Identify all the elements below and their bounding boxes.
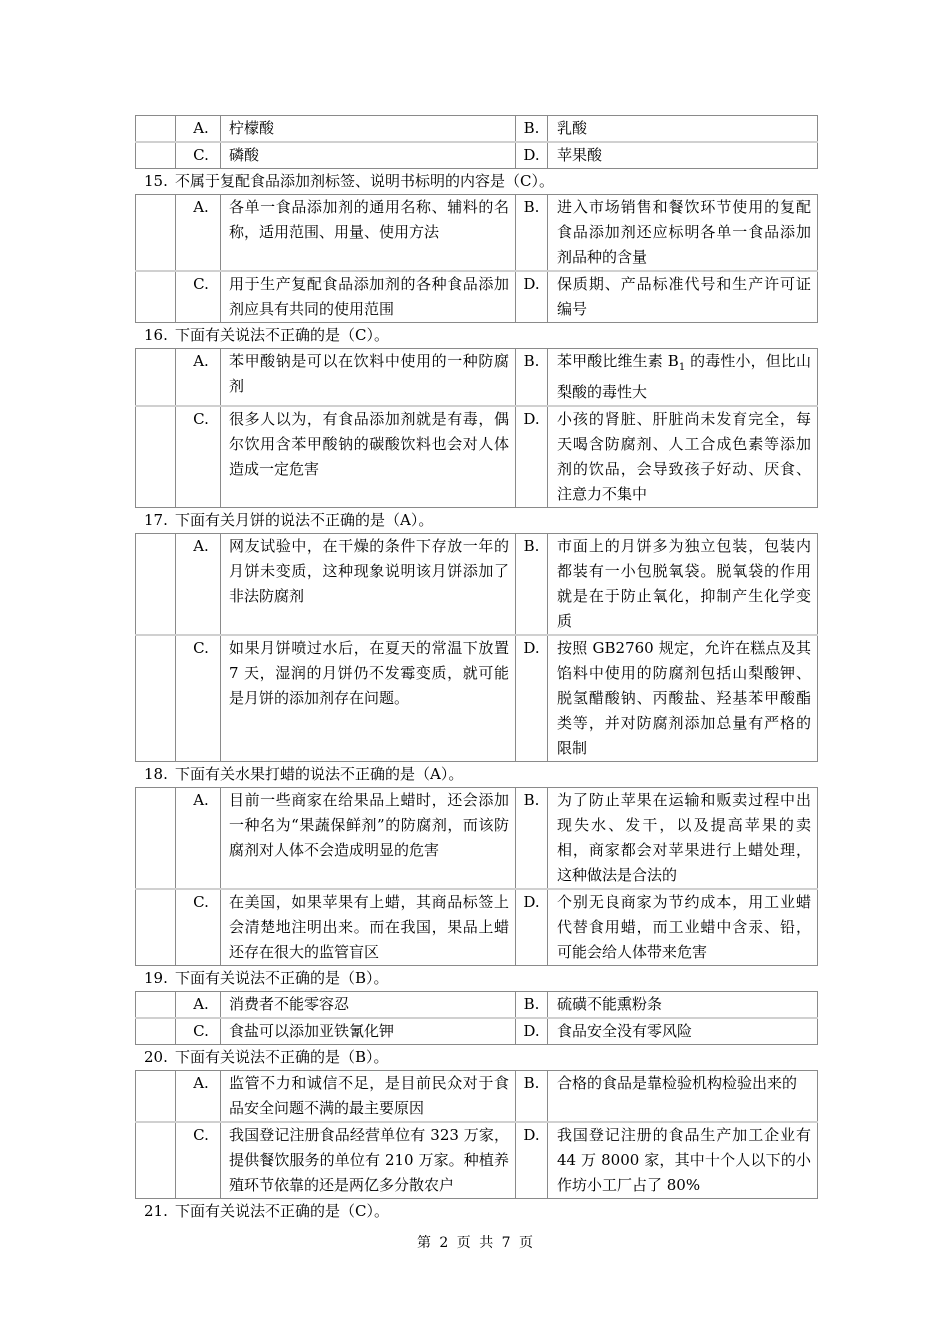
question-text: 不属于复配食品添加剂标签、说明书标明的内容是（C）。	[175, 172, 554, 190]
question-title	[135, 1045, 817, 1070]
options-table	[135, 533, 818, 762]
question-text: 下面有关说法不正确的是（B）。	[175, 1048, 389, 1066]
question-number: 19.	[144, 969, 168, 987]
question-text: 下面有关说法不正确的是（C）。	[175, 326, 389, 344]
question-number: 20.	[144, 1048, 168, 1066]
option-label: A.	[176, 195, 221, 272]
option-text: 苯甲酸钠是可以在饮料中使用的一种防腐剂	[221, 349, 516, 407]
question-title	[135, 762, 817, 787]
option-text: 各单一食品添加剂的通用名称、辅料的名称，适用范围、用量、使用方法	[221, 195, 516, 272]
option-label: B.	[516, 1071, 548, 1123]
option-text: 消费者不能零容忍	[221, 992, 516, 1019]
option-text: 苹果酸	[548, 142, 818, 169]
option-row	[136, 195, 818, 272]
option-label: D.	[516, 271, 548, 323]
options-table	[135, 787, 818, 966]
option-label: C.	[176, 635, 221, 762]
option-label: A.	[176, 116, 221, 143]
question-title	[135, 966, 817, 991]
question-text: 下面有关说法不正确的是（B）。	[175, 969, 389, 987]
option-text: 监管不力和诚信不足，是目前民众对于食品安全问题不满的最主要原因	[221, 1071, 516, 1123]
option-label: A.	[176, 992, 221, 1019]
option-label: A.	[176, 1071, 221, 1123]
option-text: 目前一些商家在给果品上蜡时，还会添加一种名为“果蔬保鲜剂”的防腐剂，而该防腐剂对人体不会造成明显的危害	[221, 788, 516, 890]
option-text: 按照 GB2760 规定，允许在糕点及其馅料中使用的防腐剂包括山梨酸钾、脱氢醋酸钠、丙酸盐、羟基苯甲酸酯类等，并对防腐剂添加总量有严格的限制	[548, 635, 818, 762]
option-label: D.	[516, 406, 548, 508]
options-table	[135, 1070, 818, 1199]
option-row	[136, 271, 818, 323]
question-number: 16.	[144, 326, 168, 344]
option-text: 我国登记注册的食品生产加工企业有 44 万 8000 家，其中十个人以下的小作坊小工厂占了 80%	[548, 1122, 818, 1199]
option-text: 个别无良商家为节约成本，用工业蜡代替食用蜡，而工业蜡中含汞、铅，可能会给人体带来危害	[548, 889, 818, 966]
option-row	[136, 142, 818, 169]
option-label: D.	[516, 889, 548, 966]
question-text: 下面有关水果打蜡的说法不正确的是（A）。	[175, 765, 464, 783]
question-text: 下面有关说法不正确的是（C）。	[175, 1202, 389, 1220]
question-title	[135, 508, 817, 533]
option-label: A.	[176, 534, 221, 636]
option-label: C.	[176, 1122, 221, 1199]
page-footer: 第 2 页 共 7 页	[416, 1235, 534, 1251]
question-text: 下面有关月饼的说法不正确的是（A）。	[175, 511, 434, 529]
option-row	[136, 788, 818, 890]
option-text: 柠檬酸	[221, 116, 516, 143]
question-number: 15.	[144, 172, 168, 190]
option-label: A.	[176, 349, 221, 407]
option-text: 磷酸	[221, 142, 516, 169]
options-table-continued	[135, 115, 818, 169]
option-text: 保质期、产品标准代号和生产许可证编号	[548, 271, 818, 323]
option-label: B.	[516, 992, 548, 1019]
option-row	[136, 534, 818, 636]
option-text: 食盐可以添加亚铁氰化钾	[221, 1018, 516, 1045]
options-table	[135, 194, 818, 323]
option-label: B.	[516, 349, 548, 407]
option-text: 食品安全没有零风险	[548, 1018, 818, 1045]
option-row	[136, 992, 818, 1019]
option-row	[136, 1071, 818, 1123]
option-label: B.	[516, 116, 548, 143]
option-row	[136, 406, 818, 508]
option-row	[136, 349, 818, 407]
option-text: 如果月饼喷过水后，在夏天的常温下放置 7 天，湿润的月饼仍不发霉变质，就可能是月饼的添加剂存在问题。	[221, 635, 516, 762]
option-text: 为了防止苹果在运输和贩卖过程中出现失水、发干，以及提高苹果的卖相，商家都会对苹果进行上蜡处理，这种做法是合法的	[548, 788, 818, 890]
question-title	[135, 169, 817, 194]
option-text: 小孩的肾脏、肝脏尚未发育完全，每天喝含防腐剂、人工合成色素等添加剂的饮品，会导致孩子好动、厌食、注意力不集中	[548, 406, 818, 508]
option-label: B.	[516, 195, 548, 272]
option-text: 硫磺不能熏粉条	[548, 992, 818, 1019]
question-number: 18.	[144, 765, 168, 783]
option-text: 我国登记注册食品经营单位有 323 万家，提供餐饮服务的单位有 210 万家。种植养殖环节依靠的还是两亿多分散农户	[221, 1122, 516, 1199]
option-label: C.	[176, 142, 221, 169]
option-label: C.	[176, 271, 221, 323]
option-text: 很多人以为，有食品添加剂就是有毒，偶尔饮用含苯甲酸钠的碳酸饮料也会对人体造成一定危害	[221, 406, 516, 508]
option-label: C.	[176, 889, 221, 966]
option-text: 进入市场销售和餐饮环节使用的复配食品添加剂还应标明各单一食品添加剂品种的含量	[548, 195, 818, 272]
option-text: 苯甲酸比维生素 $B_1$ 的毒性小，但比山梨酸的毒性大	[548, 349, 818, 407]
option-text: 合格的食品是靠检验机构检验出来的	[548, 1071, 818, 1123]
option-text: 网友试验中，在干燥的条件下存放一年的月饼未变质，这种现象说明该月饼添加了非法防腐剂	[221, 534, 516, 636]
question-title	[135, 323, 817, 348]
option-label: D.	[516, 142, 548, 169]
options-table	[135, 348, 818, 508]
question-number: 21.	[144, 1202, 168, 1220]
option-row	[136, 635, 818, 762]
option-label: D.	[516, 1018, 548, 1045]
option-text: 用于生产复配食品添加剂的各种食品添加剂应具有共同的使用范围	[221, 271, 516, 323]
question-number: 17.	[144, 511, 168, 529]
option-text: 在美国，如果苹果有上蜡，其商品标签上会清楚地注明出来。而在我国，果品上蜡还存在很大的监管盲区	[221, 889, 516, 966]
option-row	[136, 116, 818, 143]
option-label: D.	[516, 635, 548, 762]
option-row	[136, 1018, 818, 1045]
page-content	[135, 115, 817, 1224]
option-label: A.	[176, 788, 221, 890]
subscript: 1	[678, 362, 686, 373]
option-text: 市面上的月饼多为独立包装，包装内都装有一小包脱氧袋。脱氧袋的作用就是在于防止氧化，抑制产生化学变质	[548, 534, 818, 636]
option-label: B.	[516, 534, 548, 636]
option-label: B.	[516, 788, 548, 890]
question-title	[135, 1199, 817, 1224]
option-label: C.	[176, 1018, 221, 1045]
option-label: C.	[176, 406, 221, 508]
options-table	[135, 991, 818, 1045]
option-row	[136, 889, 818, 966]
option-text: 乳酸	[548, 116, 818, 143]
option-row	[136, 1122, 818, 1199]
option-label: D.	[516, 1122, 548, 1199]
